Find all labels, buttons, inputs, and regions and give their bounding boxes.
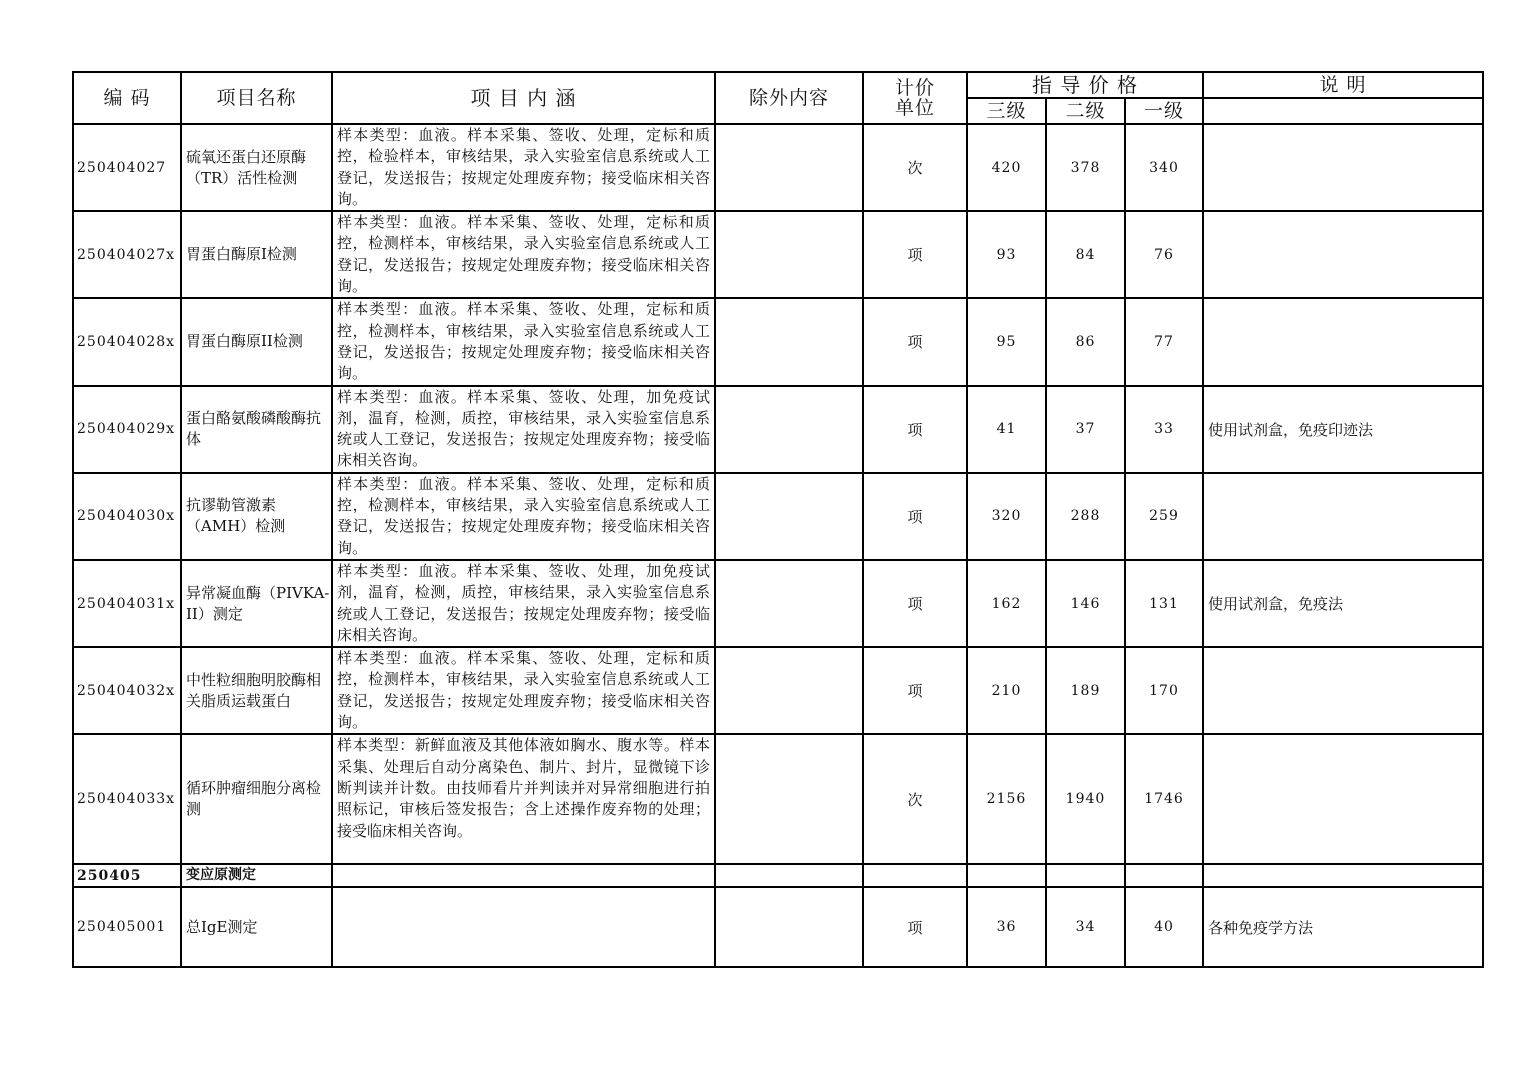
table-row (73, 734, 1483, 864)
price-level2: 86 (1046, 298, 1125, 385)
item-code: 250404032x (73, 647, 181, 734)
price-level3: 162 (967, 560, 1046, 647)
item-unit: 项 (863, 647, 967, 734)
item-code: 250404027x (73, 211, 181, 298)
price-level3: 93 (967, 211, 1046, 298)
item-note: 使用试剂盒，免疫法 (1203, 560, 1483, 647)
price-level1: 259 (1125, 473, 1203, 560)
table-row (73, 887, 1483, 967)
item-unit: 次 (863, 734, 967, 864)
item-unit: 项 (863, 386, 967, 473)
item-name: 循环肿瘤细胞分离检测 (181, 734, 332, 864)
table-row (73, 386, 1483, 473)
table-body (73, 124, 1483, 967)
item-name: 硫氧还蛋白还原酶（TR）活性检测 (181, 124, 332, 211)
item-unit: 项 (863, 887, 967, 967)
item-excluded (715, 560, 863, 647)
price-level2: 37 (1046, 386, 1125, 473)
item-note: 使用试剂盒，免疫印迹法 (1203, 386, 1483, 473)
header-level1: 一级 (1125, 98, 1203, 124)
item-code: 250404033x (73, 734, 181, 864)
table-row (73, 124, 1483, 211)
header-excluded: 除外内容 (715, 72, 863, 124)
header-note: 说 明 (1203, 72, 1483, 98)
item-code: 250404030x (73, 473, 181, 560)
item-unit: 项 (863, 560, 967, 647)
item-content: 样本类型：血液。样本采集、签收、处理，加免疫试剂，温育，检测，质控，审核结果，录入实验室信息系统或人工登记，发送报告；按规定处理废弃物；接受临床相关咨询。 (332, 560, 715, 647)
section-blank (1125, 864, 1203, 887)
table-row (73, 647, 1483, 734)
item-note (1203, 211, 1483, 298)
item-note (1203, 298, 1483, 385)
header-note-blank (1203, 98, 1483, 124)
header-name: 项目名称 (181, 72, 332, 124)
item-content: 样本类型：新鲜血液及其他体液如胸水、腹水等。样本采集、处理后自动分离染色、制片、封片，显微镜下诊断判读并计数。由技师看片并判读并对异常细胞进行拍照标记，审核后签发报告；含上述操作废弃物的处理；接受临床相关咨询。 (332, 734, 715, 864)
section-blank (1046, 864, 1125, 887)
item-content: 样本类型：血液。样本采集、签收、处理，定标和质控，检测样本，审核结果，录入实验室信息系统或人工登记，发送报告；按规定处理废弃物；接受临床相关咨询。 (332, 298, 715, 385)
price-level3: 420 (967, 124, 1046, 211)
item-note (1203, 473, 1483, 560)
price-level2: 1940 (1046, 734, 1125, 864)
price-level1: 76 (1125, 211, 1203, 298)
section-code: 250405 (73, 864, 181, 887)
section-name: 变应原测定 (181, 864, 332, 887)
header-unit (863, 72, 967, 124)
price-level2: 288 (1046, 473, 1125, 560)
item-note (1203, 734, 1483, 864)
header-content: 项 目 内 涵 (332, 72, 715, 124)
price-level2: 146 (1046, 560, 1125, 647)
item-excluded (715, 734, 863, 864)
header-level2: 二级 (1046, 98, 1125, 124)
section-blank (332, 864, 715, 887)
item-content: 样本类型：血液。样本采集、签收、处理，定标和质控，检测样本，审核结果，录入实验室信息系统或人工登记，发送报告；按规定处理废弃物；接受临床相关咨询。 (332, 211, 715, 298)
header-price-group: 指 导 价 格 (967, 72, 1203, 98)
table-row (73, 473, 1483, 560)
price-level3: 210 (967, 647, 1046, 734)
price-level1: 131 (1125, 560, 1203, 647)
table-row (73, 211, 1483, 298)
item-unit: 项 (863, 473, 967, 560)
table-row (73, 560, 1483, 647)
price-level1: 33 (1125, 386, 1203, 473)
item-content: 样本类型：血液。样本采集、签收、处理，加免疫试剂，温育，检测，质控，审核结果，录入实验室信息系统或人工登记，发送报告；按规定处理废弃物；接受临床相关咨询。 (332, 386, 715, 473)
item-excluded (715, 386, 863, 473)
section-blank (967, 864, 1046, 887)
header-unit-line1: 计价 (894, 77, 935, 99)
item-code: 250404028x (73, 298, 181, 385)
price-level3: 41 (967, 386, 1046, 473)
price-level2: 189 (1046, 647, 1125, 734)
header-level3: 三级 (967, 98, 1046, 124)
price-level2: 84 (1046, 211, 1125, 298)
item-excluded (715, 298, 863, 385)
section-row (73, 864, 1483, 887)
item-excluded (715, 211, 863, 298)
price-level2: 378 (1046, 124, 1125, 211)
item-name: 胃蛋白酶原II检测 (181, 298, 332, 385)
price-level2: 34 (1046, 887, 1125, 967)
item-unit: 次 (863, 124, 967, 211)
header-code: 编 码 (73, 72, 181, 124)
price-level3: 320 (967, 473, 1046, 560)
item-code: 250404027 (73, 124, 181, 211)
item-unit: 项 (863, 211, 967, 298)
price-level3: 95 (967, 298, 1046, 385)
item-note (1203, 647, 1483, 734)
price-level3: 36 (967, 887, 1046, 967)
price-table (72, 71, 1484, 968)
item-content (332, 887, 715, 967)
item-unit: 项 (863, 298, 967, 385)
item-excluded (715, 473, 863, 560)
item-name: 中性粒细胞明胶酶相关脂质运载蛋白 (181, 647, 332, 734)
item-name: 抗谬勒管激素（AMH）检测 (181, 473, 332, 560)
item-code: 250405001 (73, 887, 181, 967)
item-name: 总IgE测定 (181, 887, 332, 967)
price-level1: 40 (1125, 887, 1203, 967)
item-name: 蛋白酪氨酸磷酸酶抗体 (181, 386, 332, 473)
price-level1: 77 (1125, 298, 1203, 385)
item-code: 250404029x (73, 386, 181, 473)
item-code: 250404031x (73, 560, 181, 647)
price-level1: 1746 (1125, 734, 1203, 864)
item-name: 异常凝血酶（PIVKA-II）测定 (181, 560, 332, 647)
section-blank (863, 864, 967, 887)
price-level1: 340 (1125, 124, 1203, 211)
item-excluded (715, 124, 863, 211)
table-row (73, 298, 1483, 385)
item-note: 各种免疫学方法 (1203, 887, 1483, 967)
item-content: 样本类型：血液。样本采集、签收、处理，定标和质控，检测样本，审核结果，录入实验室信息系统或人工登记，发送报告；按规定处理废弃物；接受临床相关咨询。 (332, 647, 715, 734)
item-note (1203, 124, 1483, 211)
item-name: 胃蛋白酶原I检测 (181, 211, 332, 298)
item-content: 样本类型：血液。样本采集、签收、处理，定标和质控，检验样本，审核结果，录入实验室信息系统或人工登记，发送报告；按规定处理废弃物；接受临床相关咨询。 (332, 124, 715, 211)
item-excluded (715, 887, 863, 967)
section-blank (1203, 864, 1483, 887)
item-content: 样本类型：血液。样本采集、签收、处理，定标和质控，检测样本，审核结果，录入实验室信息系统或人工登记，发送报告；按规定处理废弃物；接受临床相关咨询。 (332, 473, 715, 560)
header-unit-line2: 单位 (894, 97, 935, 119)
price-level1: 170 (1125, 647, 1203, 734)
section-blank (715, 864, 863, 887)
price-level3: 2156 (967, 734, 1046, 864)
item-excluded (715, 647, 863, 734)
